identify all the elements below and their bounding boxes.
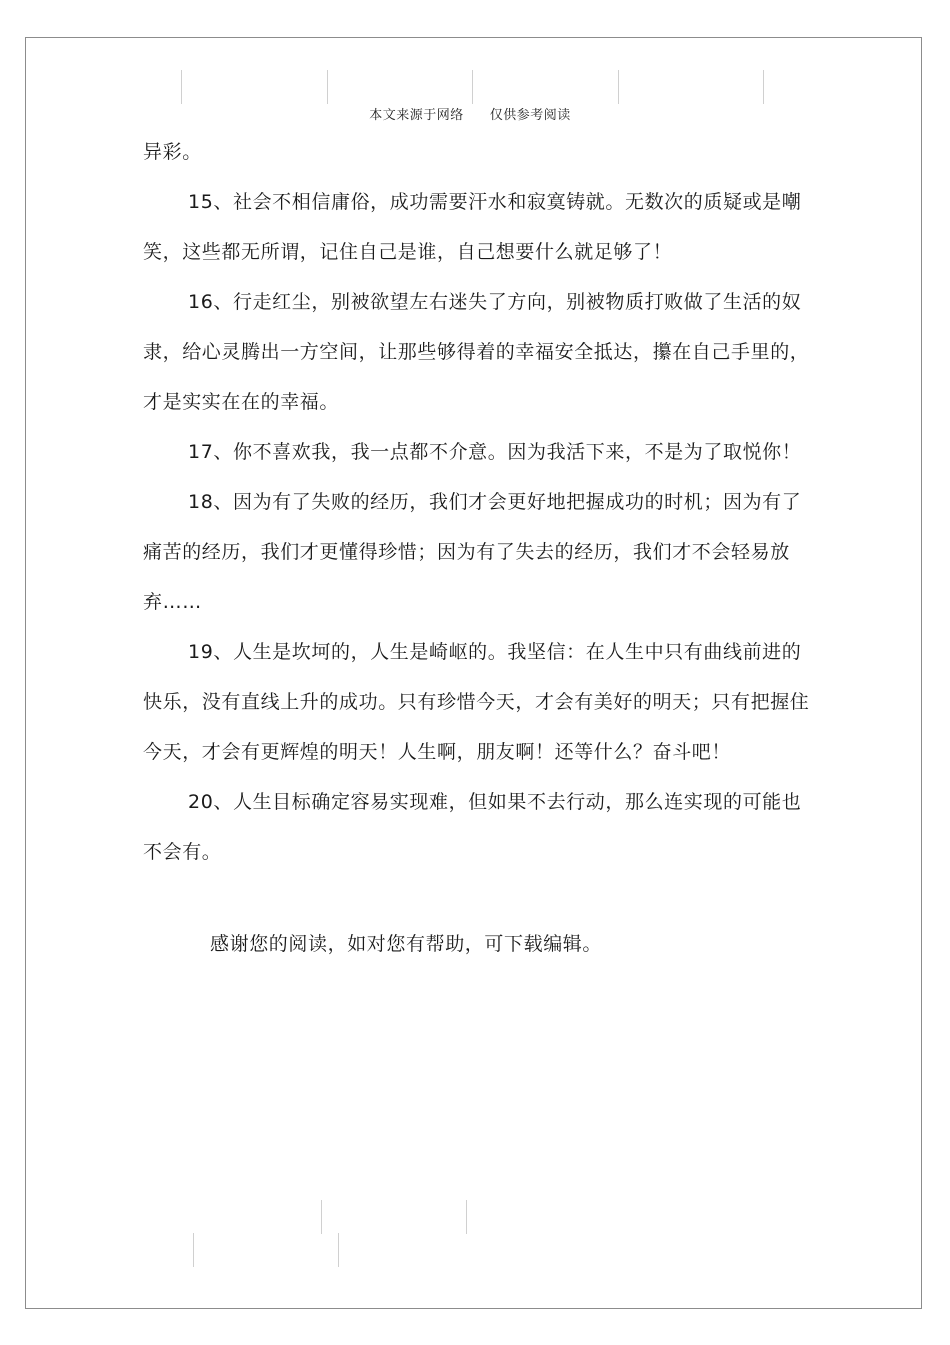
decor-line: [181, 70, 182, 104]
document-body: [143, 127, 813, 969]
paragraph-continuation: 异彩。: [143, 141, 202, 163]
decor-line: [193, 1233, 194, 1267]
decor-line: [321, 1200, 322, 1234]
paragraph-16: 16、行走红尘，别被欲望左右迷失了方向，别被物质打败做了生活的奴隶，给心灵腾出一方空间，让那些够得着的幸福安全抵达，攥在自己手里的，才是实实在在的幸福。: [143, 291, 810, 413]
paragraph-19: 19、人生是坎坷的，人生是崎岖的。我坚信：在人生中只有曲线前进的快乐，没有直线上升的成功。只有珍惜今天，才会有美好的明天；只有把握住今天，才会有更辉煌的明天！人生啊，朋友啊！还等什么？奋斗吧！: [143, 641, 810, 763]
decor-line: [327, 70, 328, 104]
paragraph-15: 15、社会不相信庸俗，成功需要汗水和寂寞铸就。无数次的质疑或是嘲笑，这些都无所谓，记住自己是谁，自己想要什么就足够了！: [143, 191, 802, 263]
paragraph-20: 20、人生目标确定容易实现难，但如果不去行动，那么连实现的可能也不会有。: [143, 791, 802, 863]
paragraph-18: 18、因为有了失败的经历，我们才会更好地把握成功的时机；因为有了痛苦的经历，我们才更懂得珍惜；因为有了失去的经历，我们才不会轻易放弃……: [143, 491, 802, 613]
header-note: [0, 104, 940, 123]
decor-line: [763, 70, 764, 104]
decor-line: [338, 1233, 339, 1267]
decor-line: [472, 70, 473, 104]
paragraph-17: 17、你不喜欢我，我一点都不介意。因为我活下来，不是为了取悦你！: [188, 441, 802, 463]
footer-note: 感谢您的阅读，如对您有帮助，可下载编辑。: [210, 933, 603, 955]
decor-line: [466, 1200, 467, 1234]
decor-line: [618, 70, 619, 104]
header-reference: 仅供参考阅读: [489, 108, 571, 123]
header-source: 本文来源于网络: [369, 108, 464, 123]
